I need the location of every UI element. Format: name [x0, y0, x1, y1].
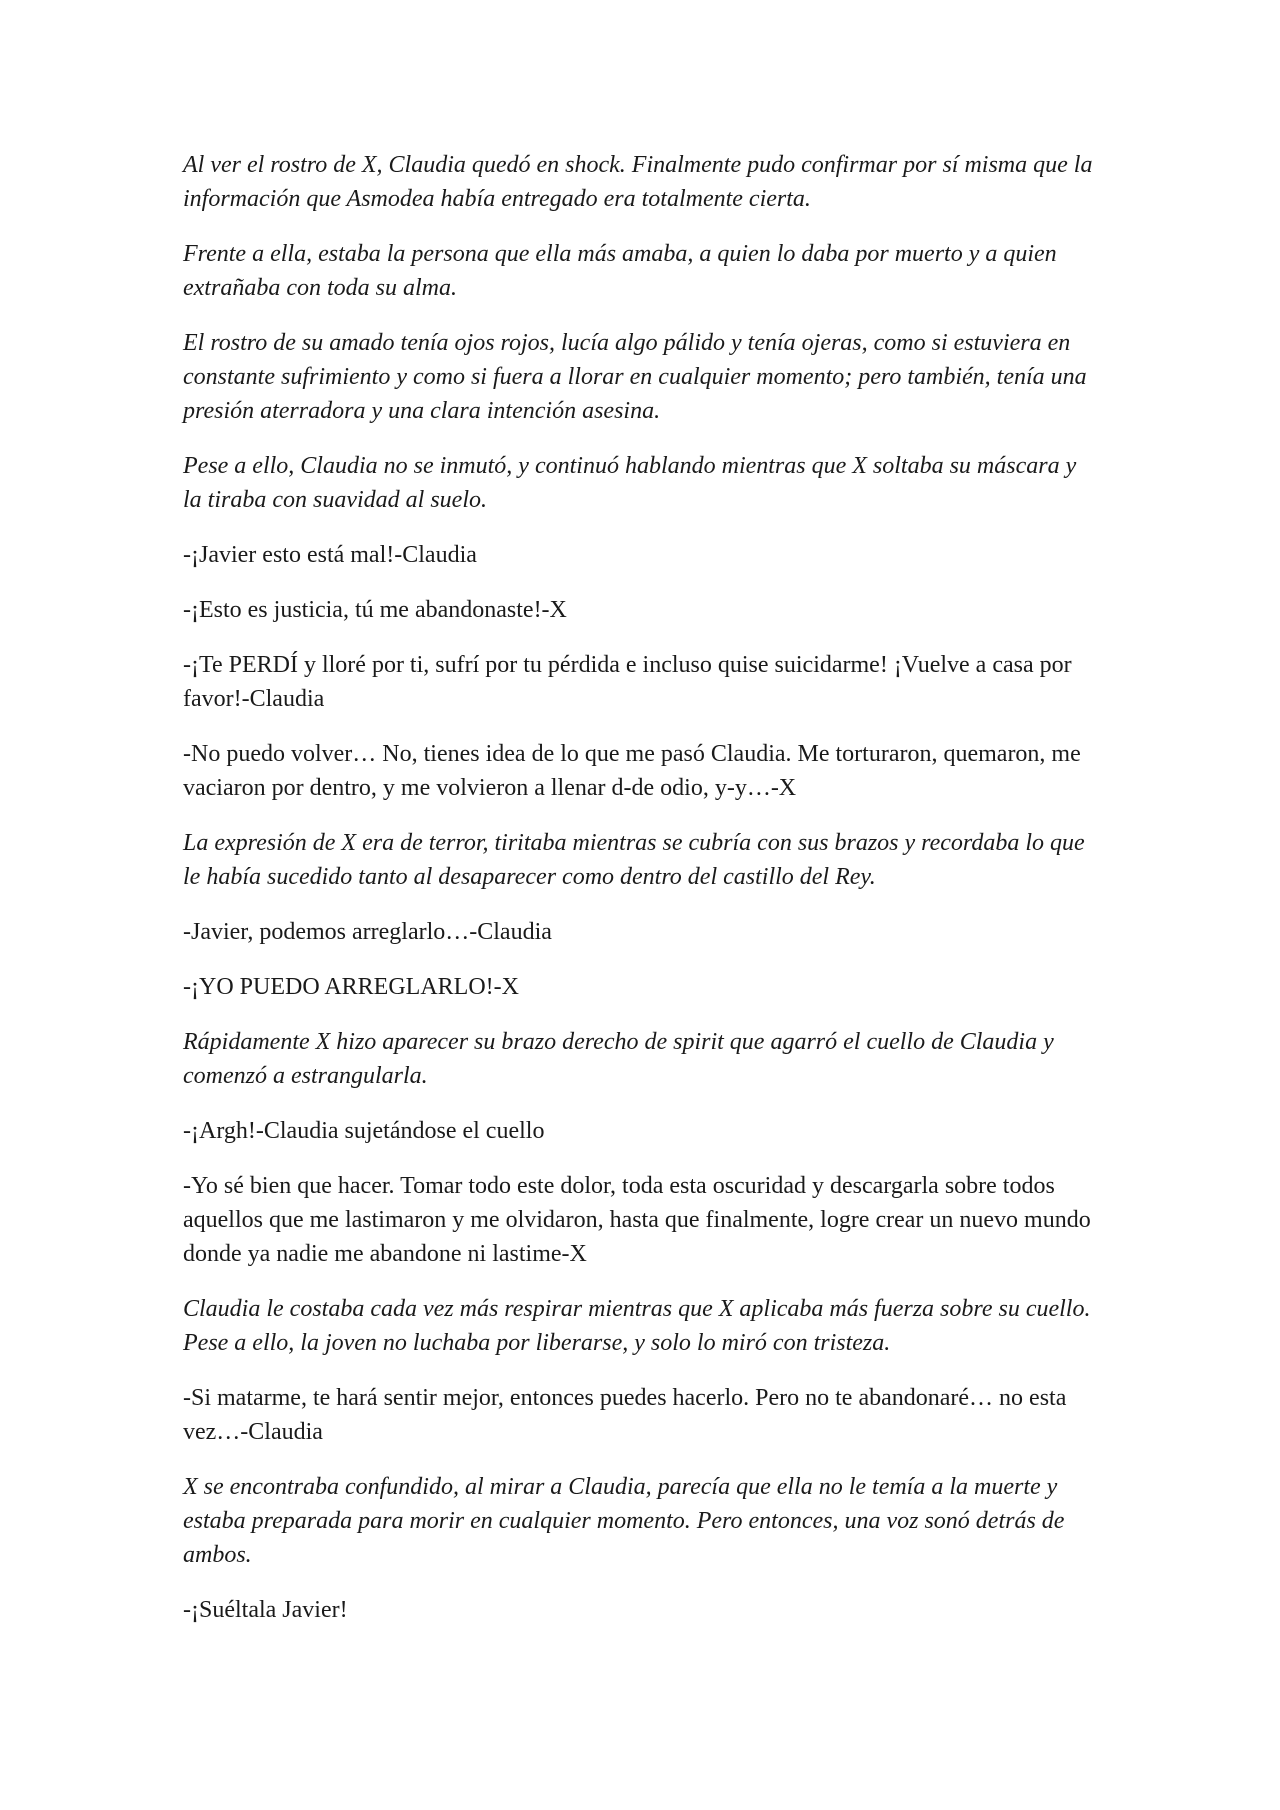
paragraph-dialogue: -¡Te PERDÍ y lloré por ti, sufrí por tu pérdida e incluso quise suicidarme! ¡Vuelve a casa por favor!-Claudia	[183, 652, 1072, 712]
paragraph-narration: La expresión de X era de terror, tiritaba mientras se cubría con sus brazos y recordaba lo que le había sucedido tanto al desaparecer como dentro del castillo del Rey.	[183, 830, 1085, 890]
paragraph-narration: Frente a ella, estaba la persona que ella más amaba, a quien lo daba por muerto y a quien extrañaba con toda su alma.	[183, 241, 1057, 301]
paragraph-narration: X se encontraba confundido, al mirar a Claudia, parecía que ella no le temía a la muerte y estaba preparada para morir en cualquier momento. Pero entonces, una voz sonó detrás de ambos.	[183, 1474, 1065, 1568]
paragraph-narration: El rostro de su amado tenía ojos rojos, lucía algo pálido y tenía ojeras, como si estuviera en constante sufrimiento y como si fuera a llorar en cualquier momento; pero también, tenía una presión aterradora y una clara intención asesina.	[183, 330, 1087, 424]
paragraph-narration: Rápidamente X hizo aparecer su brazo derecho de spirit que agarró el cuello de Claudia y comenzó a estrangularla.	[183, 1029, 1054, 1089]
paragraph-dialogue: -¡Suéltala Javier!	[183, 1597, 348, 1623]
paragraph-narration: Al ver el rostro de X, Claudia quedó en shock. Finalmente pudo confirmar por sí misma que la información que Asmodea había entregado era totalmente cierta.	[183, 152, 1093, 212]
paragraph-dialogue: -Javier, podemos arreglarlo…-Claudia	[183, 919, 552, 945]
paragraph-dialogue: -Yo sé bien que hacer. Tomar todo este dolor, toda esta oscuridad y descargarla sobre todos aquellos que me lastimaron y me olvidaron, hasta que finalmente, logre crear un nuevo mundo donde ya nadie me abandone ni lastime-X	[183, 1173, 1091, 1267]
paragraph-narration: Claudia le costaba cada vez más respirar mientras que X aplicaba más fuerza sobre su cuello. Pese a ello, la joven no luchaba por liberarse, y solo lo miró con tristeza.	[183, 1296, 1091, 1356]
paragraph-dialogue: -¡Esto es justicia, tú me abandonaste!-X	[183, 597, 567, 623]
document-body	[183, 148, 1093, 1648]
paragraph-dialogue: -¡Argh!-Claudia sujetándose el cuello	[183, 1118, 545, 1144]
paragraph-dialogue: -No puedo volver… No, tienes idea de lo que me pasó Claudia. Me torturaron, quemaron, me vaciaron por dentro, y me volvieron a llenar d-de odio, y-y…-X	[183, 741, 1081, 801]
paragraph-dialogue: -Si matarme, te hará sentir mejor, entonces puedes hacerlo. Pero no te abandonaré… no esta vez…-Claudia	[183, 1385, 1067, 1445]
paragraph-narration: Pese a ello, Claudia no se inmutó, y continuó hablando mientras que X soltaba su máscara y la tiraba con suavidad al suelo.	[183, 453, 1077, 513]
paragraph-dialogue: -¡Javier esto está mal!-Claudia	[183, 542, 477, 568]
paragraph-dialogue: -¡YO PUEDO ARREGLARLO!-X	[183, 974, 519, 1000]
